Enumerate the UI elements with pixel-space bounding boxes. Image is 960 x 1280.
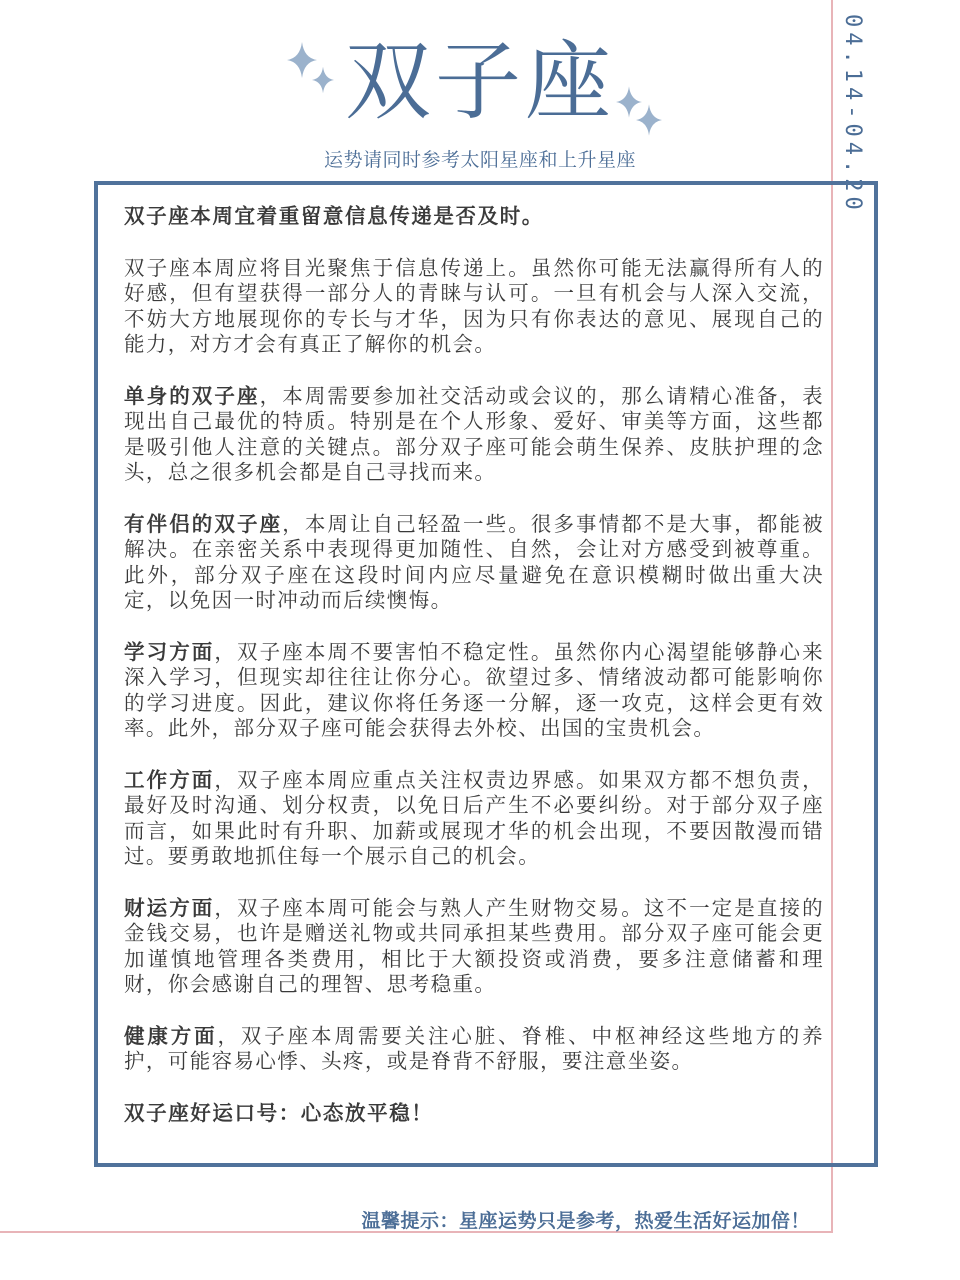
section-partnered xyxy=(124,512,824,614)
section-study xyxy=(124,640,824,742)
page-title: 双子座 xyxy=(345,32,615,132)
section-wealth xyxy=(124,896,824,998)
section-label: 财运方面 xyxy=(124,895,215,920)
section-text: ，双子座本周应重点关注权责边界感。如果双方都不想负责，最好及时沟通、划分权责，以免日后产生不必要纠纷。对于部分双子座而言，如果此时有升职、加薪或展现才华的机会出现，不要因散漫而错过。要勇敢地抓住每一个展示自己的机会。 xyxy=(124,767,824,868)
section-label: 工作方面 xyxy=(124,767,215,792)
section-text: ，双子座本周需要关注心脏、脊椎、中枢神经这些地方的养护，可能容易心悸、头疼，或是脊背不舒服，要注意坐姿。 xyxy=(124,1023,824,1073)
section-text: ，本周让自己轻盈一些。很多事情都不是大事，都能被解决。在亲密关系中表现得更加随性、自然，会让对方感受到被尊重。此外，部分双子座在这段时间内应尽量避免在意识模糊时做出重大决定，以免因一时冲动而后续懊悔。 xyxy=(124,511,824,612)
section-label: 学习方面 xyxy=(124,639,215,664)
footer-tip: 温馨提示：星座运势只是参考，热爱生活好运加倍！ xyxy=(361,1210,810,1232)
section-label: 单身的双子座 xyxy=(124,383,260,408)
section-single xyxy=(124,384,824,486)
horoscope-content-box xyxy=(94,181,878,1167)
section-health xyxy=(124,1024,824,1075)
intro-paragraph: 双子座本周应将目光聚焦于信息传递上。虽然你可能无法赢得所有人的好感，但有望获得一部分人的青睐与认可。一旦有机会与人深入交流，不妨大方地展现你的专长与才华，因为只有你表达的意见、展现自己的能力，对方才会有真正了解你的机会。 xyxy=(124,255,824,356)
lucky-slogan: 双子座好运口号：心态放平稳！ xyxy=(124,1100,434,1125)
page-subtitle: 运势请同时参考太阳星座和上升星座 xyxy=(323,149,636,171)
lead-sentence: 双子座本周宜着重留意信息传递是否及时。 xyxy=(124,204,544,228)
section-work xyxy=(124,768,824,870)
section-label: 有伴侣的双子座 xyxy=(124,511,283,536)
section-text: ，本周需要参加社交活动或会议的，那么请精心准备，表现出自己最优的特质。特别是在个人形象、爱好、审美等方面，这些都是吸引他人注意的关键点。部分双子座可能会萌生保养、皮肤护理的念头，总之很多机会都是自己寻找而来。 xyxy=(124,383,824,484)
section-text: ，双子座本周不要害怕不稳定性。虽然你内心渴望能够静心来深入学习，但现实却往往让你分心。欲望过多、情绪波动都可能影响你的学习进度。因此，建议你将任务逐一分解，逐一攻克，这样会更有效率。此外，部分双子座可能会获得去外校、出国的宝贵机会。 xyxy=(124,639,824,740)
section-text: ，双子座本周可能会与熟人产生财物交易。这不一定是直接的金钱交易，也许是赠送礼物或共同承担某些费用。部分双子座可能会更加谨慎地管理各类费用，相比于大额投资或消费，要多注意储蓄和理财，你会感谢自己的理智、思考稳重。 xyxy=(124,895,824,996)
section-label: 健康方面 xyxy=(124,1023,218,1048)
horoscope-content xyxy=(124,204,824,1152)
date-range: 04.14-04.20 xyxy=(840,14,865,215)
